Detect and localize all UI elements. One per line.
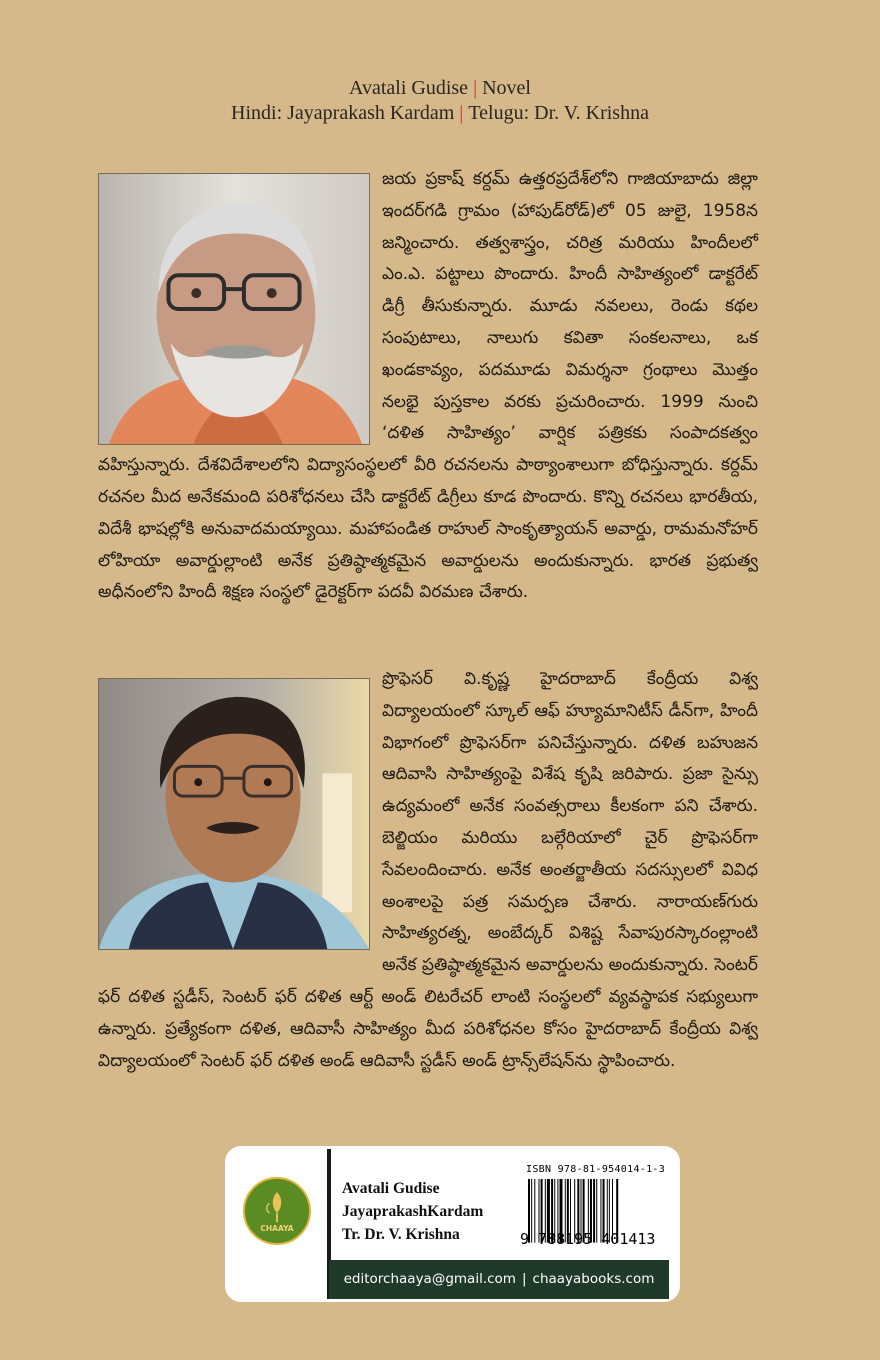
logo-text: CHAAYA: [260, 1223, 294, 1233]
card-book-title: Avatali Gudise: [342, 1180, 440, 1197]
isbn-label: ISBN 978-81-954014-1-3: [526, 1164, 666, 1175]
isbn-barcode: [520, 1164, 670, 1274]
contact-separator: |: [521, 1271, 527, 1287]
book-genre: Novel: [482, 77, 531, 99]
title-separator: |: [473, 77, 478, 99]
cover-header: [0, 76, 880, 126]
translator-photo: [98, 678, 370, 950]
publisher-website[interactable]: chaayabooks.com: [532, 1271, 655, 1287]
publisher-card: [225, 1146, 680, 1302]
chaaya-logo-icon: [243, 1177, 311, 1245]
header-line-1: [0, 76, 880, 101]
author-bio-text: జయ ప్రకాష్ కర్దమ్ ఉత్తరప్రదేశ్‌లోని గాజియాబాదు జిల్లా ఇందర్‌గడి గ్రామం (హాపుడ్‌రోడ్)లో 05 జులై, 1958న జన్మించారు. తత్వశాస్త్రం, చరిత్ర మరియు హిందీలలో ఎం.ఎ. పట్టాలు పొందారు. హిందీ సాహిత్యంలో డాక్టరేట్ డిగ్రీ తీసుకున్నారు. మూడు నవలలు, రెండు కథల సంపుటాలు, నాలుగు కవితా సంకలనాలు, ఒక ఖండకావ్యం, పదమూడు విమర్శనా గ్రంథాలు మొత్తం నలభై పుస్తకాల వరకు ప్రచురించారు. 1999 నుంచి ‘దళిత సాహిత్యం’ వార్షిక పత్రికకు సంపాదకత్వం వహిస్తున్నారు. దేశవిదేశాలలోని విద్యాసంస్థలలో వీరి రచనలను పాఠ్యాంశాలుగా బోధిస్తున్నారు. కర్దమ్ రచనల మీద అనేకమంది పరిశోధనలు చేసి డాక్టరేట్ డిగ్రీలు కూడ పొందారు. కొన్ని రచనలు భారతీయ, విదేశీ భాషల్లోకి అనువాదమయ్యాయి. మహాపండిత రాహుల్ సాంకృత్యాయన్ అవార్డు, రామమనోహర్ లోహియా అవార్డుల్లాంటి అనేక ప్రతిష్ఠాత్మకమైన అవార్డులను అందుకున్నారు. భారత ప్రభుత్వ అధీనంలోని హిందీ శిక్షణ సంస్థలో డైరెక్టర్‌గా పదవీ విరమణ చేశారు.: [98, 169, 758, 603]
isbn-digits: 9 788195 401413: [520, 1230, 656, 1248]
header-line-2: [0, 101, 880, 126]
translator-bio-section: [98, 664, 758, 1077]
contact-bar: [329, 1260, 669, 1299]
card-author: JayaprakashKardam: [342, 1203, 484, 1220]
book-info: [342, 1177, 483, 1246]
book-title: Avatali Gudise: [349, 77, 469, 99]
telugu-translator: Telugu: Dr. V. Krishna: [468, 102, 649, 124]
publisher-email[interactable]: editorchaaya@gmail.com: [343, 1271, 516, 1287]
hindi-author: Hindi: Jayaprakash Kardam: [231, 102, 455, 124]
card-translator: Tr. Dr. V. Krishna: [342, 1226, 460, 1243]
credits-separator: |: [459, 102, 464, 124]
translator-bio-text: ప్రొఫెసర్ వి.కృష్ణ హైదరాబాద్ కేంద్రీయ విశ్వ విద్యాలయంలో స్కూల్ ఆఫ్ హ్యూమానిటీస్ డీన్‌గా, హిందీ విభాగంలో ప్రొఫెసర్‌గా పనిచేస్తున్నారు. దళిత బహుజన ఆదివాసి సాహిత్యంపై విశేష కృషి జరిపారు. ప్రజా సైన్సు ఉద్యమంలో అనేక సంవత్సరాలు కీలకంగా పని చేశారు. బెల్జియం మరియు బల్గేరియాలో చైర్ ప్రొఫెసర్‌గా సేవలందించారు. అనేక అంతర్జాతీయ సదస్సులలో వివిధ అంశాలపై పత్ర సమర్పణ చేశారు. నారాయణ్‌గురు సాహిత్యరత్న, అంబేద్కర్ విశిష్ట సేవాపురస్కారంల్లాంటి అనేక ప్రతిష్ఠాత్మకమైన అవార్డులను అందుకున్నారు. సెంటర్ ఫర్ దళిత స్టడీస్, సెంటర్ ఫర్ దళిత ఆర్ట్ అండ్ లిటరేచర్ లాంటి సంస్థలలో వ్యవస్థాపక సభ్యులుగా ఉన్నారు. ప్రత్యేకంగా దళిత, ఆదివాసీ సాహిత్యం మీద పరిశోధనల కోసం హైదరాబాద్ కేంద్రీయ విశ్వ విద్యాలయంలో సెంటర్ ఫర్ దళిత అండ్ ఆదివాసీ స్టడీస్ అండ్ ట్రాన్స్‌లేషన్‌ను స్థాపించారు.: [98, 669, 758, 1071]
author-photo: [98, 173, 370, 445]
author-bio-section: [98, 164, 758, 609]
